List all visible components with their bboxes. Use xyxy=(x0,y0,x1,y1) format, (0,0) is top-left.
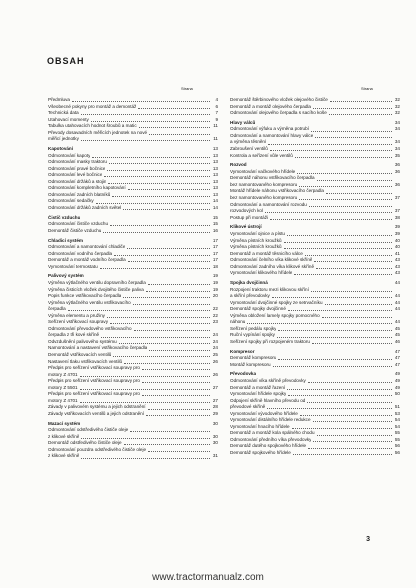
column-header-right: Strana xyxy=(361,86,373,91)
dot-leader xyxy=(107,170,210,171)
toc-entry-title: Ruční vypínání spojky xyxy=(230,332,275,338)
toc-entry-page: 19 xyxy=(212,286,218,292)
toc-entry-title: Výměna elementu a pružiny xyxy=(48,312,105,318)
toc-entry-page: 44 xyxy=(394,306,400,312)
toc-entry-page: 13 xyxy=(212,152,218,158)
toc-entry-page: 20 xyxy=(212,293,218,299)
page-title: OBSAH xyxy=(47,56,85,66)
toc-entry-title: Odmontování výfuku a výměna potrubí xyxy=(230,126,309,132)
dot-leader xyxy=(72,101,210,102)
dot-leader xyxy=(309,206,392,207)
toc-entry-page: 17 xyxy=(212,244,218,250)
toc-entry-title: Všeobecné pokyny pro montáž a demontáž xyxy=(48,103,137,109)
toc-entry-title: Zabroušení ventilů xyxy=(230,146,268,152)
toc-entry-page: 13 xyxy=(212,172,218,178)
toc-entry-title: Montáž hřídele náhonu vstřikovacího čerpadla xyxy=(230,188,324,194)
toc-entry-page: 17 xyxy=(212,250,218,256)
toc-entry-page: 37 xyxy=(394,195,400,201)
toc-entry-page: 30 xyxy=(212,440,218,446)
toc-entry-title: Odmontování držáků zadních světel xyxy=(48,204,122,210)
toc-entry-page: 37 xyxy=(394,208,400,214)
toc-entry-title: Vymontování termostatu xyxy=(48,263,98,269)
toc-entry-title: a výměna těsnění xyxy=(230,139,267,145)
toc-entry-title: Klikové ústrojí xyxy=(230,224,262,230)
dot-leader xyxy=(311,131,392,132)
toc-entry-title: Výměna výtlačného ventilu dopravního čerpadla xyxy=(48,279,146,285)
toc-entry-page: 19 xyxy=(212,273,218,279)
dot-leader xyxy=(110,323,210,324)
dot-leader xyxy=(149,350,210,351)
dot-leader xyxy=(284,248,392,249)
toc-entry-title: Převodovka xyxy=(230,371,257,377)
dot-leader xyxy=(124,363,210,364)
dot-leader xyxy=(308,448,392,449)
toc-entry-title: Závady v palivovém systému a jejich odstranění xyxy=(48,404,146,410)
toc-entry-title: Odmontování odstředivého čističe oleje xyxy=(48,427,129,433)
toc-entry-page: 22 xyxy=(212,306,218,312)
dot-leader xyxy=(128,261,210,262)
toc-entry-page: 47 xyxy=(394,361,400,367)
dot-leader xyxy=(148,451,210,452)
toc-entry-page: 9 xyxy=(215,116,218,122)
toc-entry-title: Tabulka utahovacích hodnot šroubů a matic xyxy=(48,123,137,129)
toc-entry-page: 36 xyxy=(394,181,400,187)
dot-leader xyxy=(112,196,210,197)
dot-leader xyxy=(104,176,210,177)
toc-entry-page: 43 xyxy=(394,257,400,263)
toc-entry-title: Postup při montáži xyxy=(230,214,269,220)
dot-leader xyxy=(313,108,392,109)
dot-leader xyxy=(149,134,210,135)
toc-entry-title: Odmontování olejového čerpadla s sacího koše xyxy=(230,110,327,116)
toc-entry-title: z klikové skříně xyxy=(48,433,80,439)
toc-entry-title: čerpadla xyxy=(48,306,66,312)
dot-leader xyxy=(278,359,392,360)
toc-entry-page: 55 xyxy=(394,430,400,436)
toc-right-column xyxy=(230,97,400,457)
toc-entry-title: Spojka dvojčinná xyxy=(230,279,268,285)
toc-entry-title: Vymontování distálního hřídele redukce xyxy=(230,417,311,423)
dot-leader xyxy=(314,261,392,262)
toc-entry-page: 27 xyxy=(212,397,218,403)
toc-entry-title: rozvodových kol xyxy=(230,208,263,214)
toc-entry-title: Technická data xyxy=(48,110,79,116)
toc-entry-title: Odmontování a namontování rozvodu xyxy=(230,201,307,207)
toc-entry-page: 47 xyxy=(394,348,400,354)
toc-entry-title: Odmontování zadních blatníků xyxy=(48,191,111,197)
toc-entry xyxy=(48,453,218,460)
toc-entry-title: Palivový systém xyxy=(48,273,84,279)
dot-leader xyxy=(287,389,392,390)
toc-entry-title: Demontáž vstřikovacích ventilů xyxy=(48,351,112,357)
dot-leader xyxy=(139,127,210,128)
toc-entry-page: 44 xyxy=(394,293,400,299)
toc-entry-page: 43 xyxy=(394,270,400,276)
toc-entry-page: 39 xyxy=(394,230,400,236)
toc-entry-page: 18 xyxy=(212,263,218,269)
toc-entry-page: 56 xyxy=(394,443,400,449)
dot-leader xyxy=(288,395,392,396)
toc-entry-page: 54 xyxy=(394,417,400,423)
toc-entry-page: 38 xyxy=(394,214,400,220)
toc-entry-title: Demontáž spojky dvojčinné xyxy=(230,306,286,312)
toc-entry-title: Demontáž kompresoru xyxy=(230,355,277,361)
toc-entry-title: Demontáž a montáž těsnicího válce xyxy=(230,250,303,256)
dot-leader xyxy=(293,454,392,455)
toc-entry-page: 19 xyxy=(212,279,218,285)
dot-leader xyxy=(68,310,210,311)
toc-entry-title: Převody dosavadních měřicích jednotek na nové xyxy=(48,129,148,135)
toc-entry-page: 51 xyxy=(394,404,400,410)
toc-entry-title: Odmontování čističe vzduchu xyxy=(48,221,109,227)
toc-entry-page: 43 xyxy=(394,263,400,269)
toc-entry-title: čerpadla z tři kové skříně xyxy=(48,332,100,338)
dot-leader xyxy=(123,297,210,298)
dot-leader xyxy=(273,366,392,367)
dot-leader xyxy=(311,291,392,292)
dot-leader xyxy=(142,369,210,370)
dot-leader xyxy=(315,137,392,138)
toc-entry-title: Odmontování masky traktoru xyxy=(48,159,107,165)
toc-entry-page: 32 xyxy=(394,97,400,102)
toc-entry-page: 30 xyxy=(212,433,218,439)
toc-entry-title: Předpis pro seřízení vstřikovací soupravy pro xyxy=(48,391,140,397)
toc-entry-page: 24 xyxy=(212,332,218,338)
toc-entry-title: Demontáž a montáž řazení xyxy=(230,384,286,390)
dot-leader xyxy=(114,255,210,256)
toc-entry-title: Odpojení skříně hlavního převodu od xyxy=(230,397,306,403)
toc-entry-title: Vymontování klikového hřídele xyxy=(230,270,293,276)
toc-entry-page: 7 xyxy=(215,110,218,116)
toc-entry-page: 44 xyxy=(394,299,400,305)
toc-entry-title: motory Z 4701 xyxy=(48,397,78,403)
toc-entry-title: Výměna výtlačného ventilu vstřikovacího xyxy=(48,299,131,305)
toc-entry-page: 36 xyxy=(394,168,400,174)
toc-entry-title: Vymontování vývodového hřídele xyxy=(230,410,298,416)
dot-leader xyxy=(277,337,392,338)
toc-entry-title: Seřízení pedálu spojky xyxy=(230,325,277,331)
dot-leader xyxy=(81,438,210,439)
toc-entry-title: Utahovací momenty xyxy=(48,116,89,122)
toc-entry-page: 24 xyxy=(212,345,218,351)
dot-leader xyxy=(107,317,210,318)
dot-leader xyxy=(288,310,392,311)
toc-entry-page: 53 xyxy=(394,410,400,416)
dot-leader xyxy=(103,232,210,233)
dot-leader xyxy=(148,409,210,410)
toc-entry-page: 34 xyxy=(394,146,400,152)
toc-entry-page: 13 xyxy=(212,178,218,184)
dot-leader xyxy=(330,101,392,102)
dot-leader xyxy=(326,193,392,194)
toc-entry-page: 56 xyxy=(394,450,400,456)
toc-entry-page: 29 xyxy=(212,410,218,416)
dot-leader xyxy=(80,402,210,403)
toc-entry-title: Vymontování hřídele spojky xyxy=(230,391,287,397)
toc-entry-title: motory Z 4701 xyxy=(48,371,78,377)
toc-entry-title: Namontování a nastavení vstřikovacího čerpadla xyxy=(48,345,148,351)
dot-leader xyxy=(138,108,210,109)
dot-leader xyxy=(299,186,392,187)
dot-leader xyxy=(128,189,210,190)
dot-leader xyxy=(101,337,210,338)
dot-leader xyxy=(80,389,210,390)
dot-leader xyxy=(317,180,392,181)
toc-entry-page: 34 xyxy=(394,139,400,145)
dot-leader xyxy=(295,157,392,158)
toc-entry-title: Odmontování předního víka převodovky xyxy=(230,436,312,442)
dot-leader xyxy=(130,431,210,432)
toc-entry-page: 35 xyxy=(394,152,400,158)
toc-entry-title: Výměna pístních kroužků xyxy=(230,237,282,243)
column-header-left: Strana xyxy=(181,86,193,91)
toc-entry-page: 23 xyxy=(212,319,218,325)
toc-entry-title: Vymontování ojnice a pístu xyxy=(230,230,285,236)
dot-leader xyxy=(297,173,392,174)
toc-entry-title: Demontáž odstředivého čističe oleje xyxy=(48,440,122,446)
dot-leader xyxy=(96,203,210,204)
toc-entry-page: 40 xyxy=(394,244,400,250)
dot-leader xyxy=(146,291,210,292)
dot-leader xyxy=(127,248,210,249)
toc-entry-title: Demontáž štěrbinového vložek olejového čističe xyxy=(230,97,328,102)
toc-entry-page: 11 xyxy=(213,123,218,129)
watermark-url: www.tractormanualz.com xyxy=(152,572,264,583)
toc-entry-page: 24 xyxy=(212,338,218,344)
toc-entry-title: Odmontování vodního čerpadla xyxy=(48,250,113,256)
toc-entry-title: Odvzdušnění palivového systému xyxy=(48,338,117,344)
dot-leader xyxy=(305,255,392,256)
toc-entry-title: a skříní převodovky xyxy=(230,293,270,299)
toc-entry-title: Odmontování a namontování chladiče xyxy=(48,244,126,250)
dot-leader xyxy=(267,408,392,409)
toc-entry-title: bez namontovaného kompresoru xyxy=(230,181,298,187)
dot-leader xyxy=(110,225,210,226)
dot-leader xyxy=(113,356,210,357)
toc-entry-page: 30 xyxy=(212,420,218,426)
toc-entry-title: Odmontování sedačky xyxy=(48,198,94,204)
toc-entry-page: 15 xyxy=(212,214,218,220)
dot-leader xyxy=(307,402,392,403)
toc-entry-page: 32 xyxy=(394,110,400,116)
toc-entry-page: 13 xyxy=(212,165,218,171)
page-number: 3 xyxy=(366,536,370,543)
toc-entry-page: 4 xyxy=(215,97,218,102)
toc-entry-title: Seřízení vstřikovací soupravy xyxy=(48,319,108,325)
toc-entry-page: 46 xyxy=(394,338,400,344)
toc-entry-page: 50 xyxy=(394,391,400,397)
toc-entry-page: 14 xyxy=(212,198,218,204)
toc-entry-title: Demontáž dutého spojkového hřídele xyxy=(230,443,307,449)
dot-leader xyxy=(299,199,392,200)
toc-entry-title: Odmontování držáků a stojin xyxy=(48,178,107,184)
toc-entry-title: Demontáž a montáž olejového čerpadla xyxy=(230,103,311,109)
dot-leader xyxy=(294,274,392,275)
toc-entry-page: 49 xyxy=(394,378,400,383)
dot-leader xyxy=(312,343,392,344)
dot-leader xyxy=(247,323,392,324)
toc-entry-page: 54 xyxy=(394,423,400,429)
toc-entry-page: 14 xyxy=(212,204,218,210)
toc-entry-title: Odmontování čelního víka klikové skříně xyxy=(230,257,313,263)
toc-entry-page: 45 xyxy=(394,325,400,331)
dot-leader xyxy=(317,435,392,436)
dot-leader xyxy=(92,157,210,158)
toc-entry-title: motory Z 5501 xyxy=(48,384,78,390)
toc-entry-title: Chladicí systém xyxy=(48,237,83,243)
dot-leader xyxy=(325,304,392,305)
dot-leader xyxy=(80,376,210,377)
dot-leader xyxy=(316,268,392,269)
toc-entry-title: Popis funkce vstřikovacího čerpadla xyxy=(48,293,122,299)
toc-entry-title: Rozpojení traktoru mezi klikovou skříní xyxy=(230,286,309,292)
toc-entry-title: převodové skříně xyxy=(230,404,266,410)
toc-entry-page: 27 xyxy=(212,384,218,390)
toc-entry-title: Odmontování pravé bočnice xyxy=(48,165,106,171)
dot-leader xyxy=(119,343,210,344)
toc-entry-title: Kompresor xyxy=(230,348,255,354)
toc-entry-page: 49 xyxy=(394,371,400,377)
toc-entry-title: bez namontovaného kompresoru xyxy=(230,195,298,201)
toc-entry-page: 34 xyxy=(394,126,400,132)
toc-entry-title: náhonu xyxy=(230,319,246,325)
dot-leader xyxy=(322,317,392,318)
toc-entry-page: 25 xyxy=(212,351,218,357)
toc-entry-title: Závady vstřikovacích ventilů a jejich odstranění xyxy=(48,410,145,416)
toc-entry-page: 17 xyxy=(212,257,218,263)
toc-entry-title: Montáž kompresoru xyxy=(230,361,271,367)
toc-entry-page: 40 xyxy=(394,237,400,243)
toc-entry-page: 26 xyxy=(212,358,218,364)
dot-leader xyxy=(81,140,210,141)
toc-entry-title: Odmontování zadního víka klikové skříně xyxy=(230,263,315,269)
dot-leader xyxy=(81,114,210,115)
dot-leader xyxy=(123,209,210,210)
dot-leader xyxy=(270,150,392,151)
toc-entry-page: 17 xyxy=(212,237,218,243)
toc-entry-title: Kapotování xyxy=(48,146,74,152)
dot-leader xyxy=(329,114,392,115)
toc-left-column xyxy=(48,97,218,460)
toc-entry-page: 11 xyxy=(213,136,218,142)
dot-leader xyxy=(81,458,210,459)
toc-entry-title: Vymontování hnacího hřídele xyxy=(230,423,290,429)
toc-entry-title: Demontáž a montáž vodního čerpadla xyxy=(48,257,126,263)
toc-entry-page: 41 xyxy=(394,250,400,256)
dot-leader xyxy=(133,304,210,305)
dot-leader xyxy=(109,163,210,164)
dot-leader xyxy=(265,212,392,213)
toc-entry-page: 13 xyxy=(212,185,218,191)
toc-entry-title: Kontrola a seřízení vůle ventilů xyxy=(230,152,293,158)
toc-entry-page: 15 xyxy=(212,221,218,227)
toc-entry-title: Odmontování víka skříně převodovky xyxy=(230,378,306,383)
toc-entry-title: Odmontování kompletního kapotování xyxy=(48,185,126,191)
dot-leader xyxy=(142,395,210,396)
toc-entry-title: Čistič vzduchu xyxy=(48,214,81,220)
dot-leader xyxy=(308,382,392,383)
toc-entry-title: Demontáž spojkového hřídele xyxy=(230,450,291,456)
dot-leader xyxy=(278,330,392,331)
dot-leader xyxy=(124,444,210,445)
dot-leader xyxy=(108,183,210,184)
toc-entry-page: 45 xyxy=(394,332,400,338)
toc-entry-page: 13 xyxy=(212,191,218,197)
toc-entry-title: Odmontování převodového vstřikovacího xyxy=(48,325,132,331)
toc-entry-title: Hlavy válců xyxy=(230,119,256,125)
toc-entry-title: Vymontování vačkového hřídele xyxy=(230,168,296,174)
toc-entry-title: z klikové skříně xyxy=(48,453,80,459)
toc-entry-page: 26 xyxy=(212,371,218,377)
toc-entry-title: Předpis pro seřízení vstřikovací soupravy pro xyxy=(48,365,140,371)
toc-entry-title: Odmontování a namontování hlavy válce xyxy=(230,132,314,138)
toc-entry-page: 47 xyxy=(394,355,400,361)
toc-entry-title: Odmontování kapoty xyxy=(48,152,91,158)
toc-entry-page: 32 xyxy=(394,103,400,109)
dot-leader xyxy=(313,421,392,422)
dot-leader xyxy=(91,121,210,122)
dot-leader xyxy=(100,268,210,269)
toc-entry-page: 28 xyxy=(212,404,218,410)
toc-entry-title: Mazací systém xyxy=(48,420,81,426)
toc-entry-title: Rozvod xyxy=(230,162,247,168)
toc-entry-title: Nastavení tlaku vstřikovacích ventilů xyxy=(48,358,123,364)
toc-entry-page: 6 xyxy=(215,103,218,109)
toc-entry-page: 22 xyxy=(212,312,218,318)
toc-entry-page: 36 xyxy=(394,162,400,168)
toc-entry-page: 34 xyxy=(394,119,400,125)
toc-entry-title: Vymontování dvojčinné spojky ze setrvačníku xyxy=(230,299,323,305)
toc-entry-title: Výměna čisticích vložek dvojitého čističe paliva xyxy=(48,286,144,292)
toc-entry-title: Odmontování levé bočnice xyxy=(48,172,103,178)
dot-leader xyxy=(287,235,392,236)
toc-entry-title: Výměna obložení lamely spojky pomocného xyxy=(230,312,320,318)
toc-entry-title: Demontáž čističe vzduchu xyxy=(48,227,102,233)
dot-leader xyxy=(142,382,210,383)
toc-entry-title: Výměna pístních kroužků xyxy=(230,244,282,250)
toc-entry xyxy=(230,450,400,457)
toc-entry-page: 39 xyxy=(394,224,400,230)
toc-entry-title: Seřízení spojky při rozpojeném traktoru xyxy=(230,338,310,344)
dot-leader xyxy=(270,219,392,220)
toc-entry-page: 16 xyxy=(212,227,218,233)
dot-leader xyxy=(134,330,211,331)
toc-entry-title: Demontáž náhonu vstřikovacího čerpadla xyxy=(230,175,315,181)
toc-entry-page: 44 xyxy=(394,279,400,285)
toc-entry-title: Odmontování pouzdra odstředivého čističe oleje xyxy=(48,446,147,452)
dot-leader xyxy=(292,428,392,429)
toc-entry-title: Předmluva xyxy=(48,97,70,102)
toc-entry-title: Demontáž a montáž kola spálného chodu xyxy=(230,430,315,436)
toc-entry-page: 13 xyxy=(212,159,218,165)
toc-entry-page: 44 xyxy=(394,319,400,325)
dot-leader xyxy=(268,144,392,145)
dot-leader xyxy=(146,415,210,416)
dot-leader xyxy=(284,242,392,243)
toc-entry-page: 49 xyxy=(394,384,400,390)
toc-entry-page: 55 xyxy=(394,436,400,442)
toc-entry-page: 13 xyxy=(212,146,218,152)
dot-leader xyxy=(272,297,392,298)
dot-leader xyxy=(300,415,392,416)
toc-entry-page: 31 xyxy=(212,453,218,459)
toc-entry-title: měřicí jednotky xyxy=(48,136,79,142)
dot-leader xyxy=(148,284,210,285)
dot-leader xyxy=(313,441,392,442)
toc-entry-title: Předpis pro seřízení vstřikovací soupravy pro xyxy=(48,378,140,384)
